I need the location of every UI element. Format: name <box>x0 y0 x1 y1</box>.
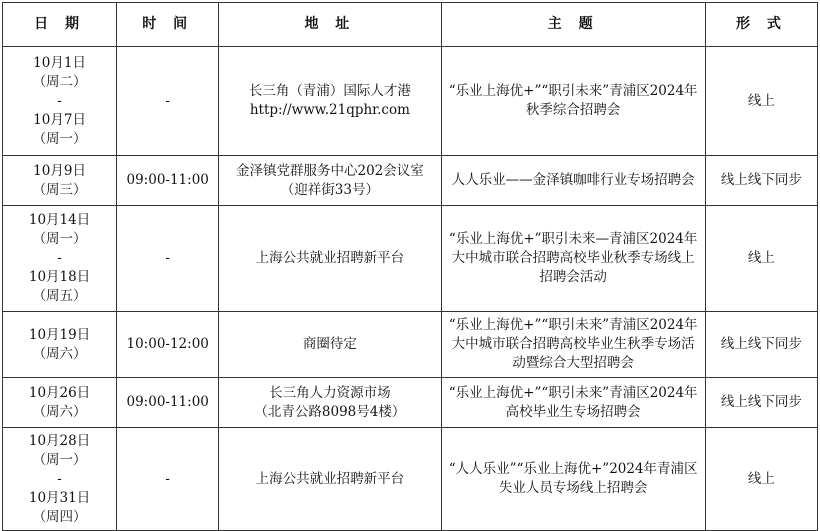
time-cell: 09:00-11:00 <box>117 378 219 428</box>
date-line: （周四） <box>32 508 87 525</box>
date-line: （周六） <box>32 403 87 420</box>
address-url[interactable]: http://www.21qphr.com <box>249 102 410 118</box>
address-cell <box>219 378 441 428</box>
address-cell <box>219 312 441 378</box>
date-line: （周五） <box>32 288 87 304</box>
time-cell: 09:00-11:00 <box>117 156 219 206</box>
time-cell: - <box>117 428 219 531</box>
format-cell: 线上线下同步 <box>705 378 817 428</box>
date-line: （周一） <box>32 451 87 468</box>
table-row <box>3 47 818 156</box>
table-row <box>3 206 818 312</box>
topic-cell <box>441 156 705 206</box>
date-line: （周三） <box>32 181 87 198</box>
address-line: 金泽镇党群服务中心202会议室 <box>235 162 424 179</box>
date-cell <box>3 47 117 156</box>
topic-cell <box>441 206 705 312</box>
date-line: 10月26日 <box>28 384 91 401</box>
topic-text: “乐业上海优+”“职引未来”青浦区2024年秋季综合招聘会 <box>448 83 698 118</box>
header-format: 形 式 <box>705 3 817 47</box>
topic-text: “乐业上海优+”职引未来—青浦区2024年大中城市联合招聘高校毕业秋季专场线上招聘会活动 <box>448 231 698 285</box>
date-line: （周二） <box>32 73 87 90</box>
topic-cell <box>441 378 705 428</box>
date-line: - <box>57 250 62 266</box>
date-cell <box>3 156 117 206</box>
format-cell: 线上线下同步 <box>705 156 817 206</box>
date-line: 10月1日 <box>33 54 86 71</box>
format-cell: 线上线下同步 <box>705 312 817 378</box>
date-line: - <box>57 470 62 487</box>
date-line: 10月28日 <box>28 432 91 449</box>
date-line: （周六） <box>32 345 87 362</box>
header-date: 日 期 <box>3 3 117 47</box>
address-line: 商圈待定 <box>302 336 357 352</box>
address-cell <box>219 156 441 206</box>
format-cell: 线上 <box>705 47 817 156</box>
topic-text: “乐业上海优+”“职引未来”青浦区2024年大中城市联合招聘高校毕业生秋季专场活动暨综合大型招聘会 <box>448 317 698 371</box>
table-row <box>3 428 818 531</box>
date-cell <box>3 312 117 378</box>
format-cell: 线上 <box>705 428 817 531</box>
date-cell <box>3 428 117 531</box>
date-line: （周一） <box>32 130 87 147</box>
topic-cell <box>441 312 705 378</box>
job-fair-schedule-table <box>2 2 818 531</box>
address-line: 长三角人力资源市场 <box>269 384 391 401</box>
topic-text: 人人乐业——金泽镇咖啡行业专场招聘会 <box>451 172 695 188</box>
address-cell <box>219 47 441 156</box>
table-row <box>3 378 818 428</box>
topic-text: “乐业上海优+”“职引未来”青浦区2024年高校毕业生专场招聘会 <box>448 384 698 420</box>
topic-cell <box>441 47 705 156</box>
time-cell: - <box>117 47 219 156</box>
address-line: （迎祥街33号） <box>280 181 379 198</box>
topic-cell <box>441 428 705 531</box>
header-row <box>3 3 818 47</box>
header-topic: 主 题 <box>441 3 705 47</box>
topic-text: “人人乐业”“乐业上海优+”2024年青浦区失业人员专场线上招聘会 <box>448 461 698 496</box>
date-line: 10月7日 <box>33 111 86 128</box>
address-line: 上海公共就业招聘新平台 <box>255 250 405 266</box>
format-cell: 线上 <box>705 206 817 312</box>
address-cell <box>219 428 441 531</box>
address-line: 上海公共就业招聘新平台 <box>255 470 405 487</box>
header-time: 时 间 <box>117 3 219 47</box>
date-line: - <box>57 92 62 109</box>
date-cell <box>3 378 117 428</box>
date-line: 10月18日 <box>28 269 91 285</box>
date-line: 10月9日 <box>33 162 86 179</box>
table-row <box>3 156 818 206</box>
date-line: 10月19日 <box>28 326 91 343</box>
address-line: （北青公路8098号4楼） <box>254 403 406 420</box>
time-cell: - <box>117 206 219 312</box>
address-line: 长三角（青浦）国际人才港 <box>248 83 411 99</box>
date-line: 10月14日 <box>28 212 91 228</box>
address-cell <box>219 206 441 312</box>
date-cell <box>3 206 117 312</box>
time-cell: 10:00-12:00 <box>117 312 219 378</box>
date-line: 10月31日 <box>28 489 91 506</box>
header-address: 地 址 <box>219 3 441 47</box>
date-line: （周一） <box>32 231 87 247</box>
table-row <box>3 312 818 378</box>
